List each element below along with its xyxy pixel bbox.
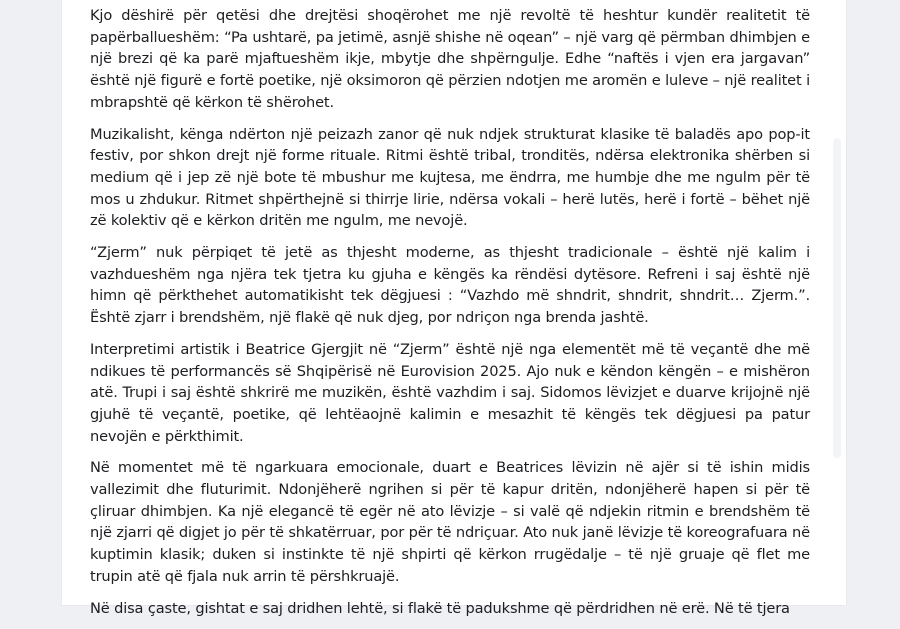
article-page <box>62 0 846 617</box>
article-body <box>90 5 810 629</box>
paragraph-5: Në momentet më të ngarkuara emocionale, duart e Beatrices lëvizin në ajër si të ishin midis vallezimit dhe fluturimit. Ndonjëherë ngrihen si për të kapur dritën, ndonjëherë hapen si për të çliruar dhimbjen. Ka një elegancë të egër në ato lëvizje – si valë që ndjekin ritmin e brendshëm të një zjarri që digjet jo për të shkatërruar, por për të ndriçuar. Ato nuk janë lëvizje të koreografuara në kuptimin klasik; duken si instinkte të një shpirti që kërkon rrugëdalje – të një gruaje që flet me trupin atë që fjala nuk arrin të përshkruajë. <box>90 459 810 585</box>
paragraph-2: Muzikalisht, kënga ndërton një peizazh zanor që nuk ndjek strukturat klasike të baladës apo pop-it festiv, por shkon drejt një forme rituale. Ritmi është tribal, tronditës, ndërsa elektronika shërben si medium që i jep zë një bote të mbushur me kujtesa, me ëndrra, me humbje dhe me ngulm për të mos u zhdukur. Ritmet shpërthejnë si thirrje lirie, ndërsa vokali – herë lutës, herë i fortë – bëhet një zë kolektiv që e kërkon dritën me ngulm, me nevojë. <box>90 125 810 230</box>
scrollbar-track[interactable] <box>833 138 841 458</box>
paragraph-4: Interpretimi artistik i Beatrice Gjergjit në “Zjerm” është një nga elementët më të veçantë dhe më ndikues të performancës së Shqipërisë në Eurovision 2025. Ajo nuk e këndon këngën – e mishëron atë. Trupi i saj është shkrirë me muzikën, është vazhdim i saj. Sidomos lëvizjet e duarve krijojnë një gjuhë të veçantë, poetike, që lehtëaojnë kalimin e mesazhit të këngës tek dëgjuesi pa patur nevojën e përkthimit. <box>90 340 810 445</box>
paragraph-1: Kjo dëshirë për qetësi dhe drejtësi shoqërohet me një revoltë të heshtur kundër realitetit të papërballueshëm: “Pa ushtarë, pa jetimë, asnjë shishe në oqean” – një varg që përmban dhimbjen e një brezi që ka parë mjaftueshëm ikje, mbytje dhe shpërngulje. Edhe “naftës i vjen era jargavan” është një figurë e fortë poetike, një oksimoron që përzien ndotjen me aromën e luleve – një realitet i mbrapshtë që kërkon të shërohet. <box>90 7 810 111</box>
paragraph-6: Në disa çaste, gishtat e saj dridhen lehtë, si flakë të padukshme që përdridhen në erë. Në të tjera <box>90 599 790 617</box>
paragraph-3: “Zjerm” nuk përpiqet të jetë as thjesht moderne, as thjesht tradicionale – është një kalim i vazhdueshëm nga njëra tek tjetra ku gjuha e këngës ka rëndësi dytësore. Refreni i saj është një himn që përkthehet automatikisht tek dëgjuesi : “Vazhdo më shndrit, shndrit, shndrit… Zjerm.”. Është zjarr i brendshëm, një flakë që nuk djeg, por ndriçon nga brenda jashtë. <box>90 244 810 327</box>
